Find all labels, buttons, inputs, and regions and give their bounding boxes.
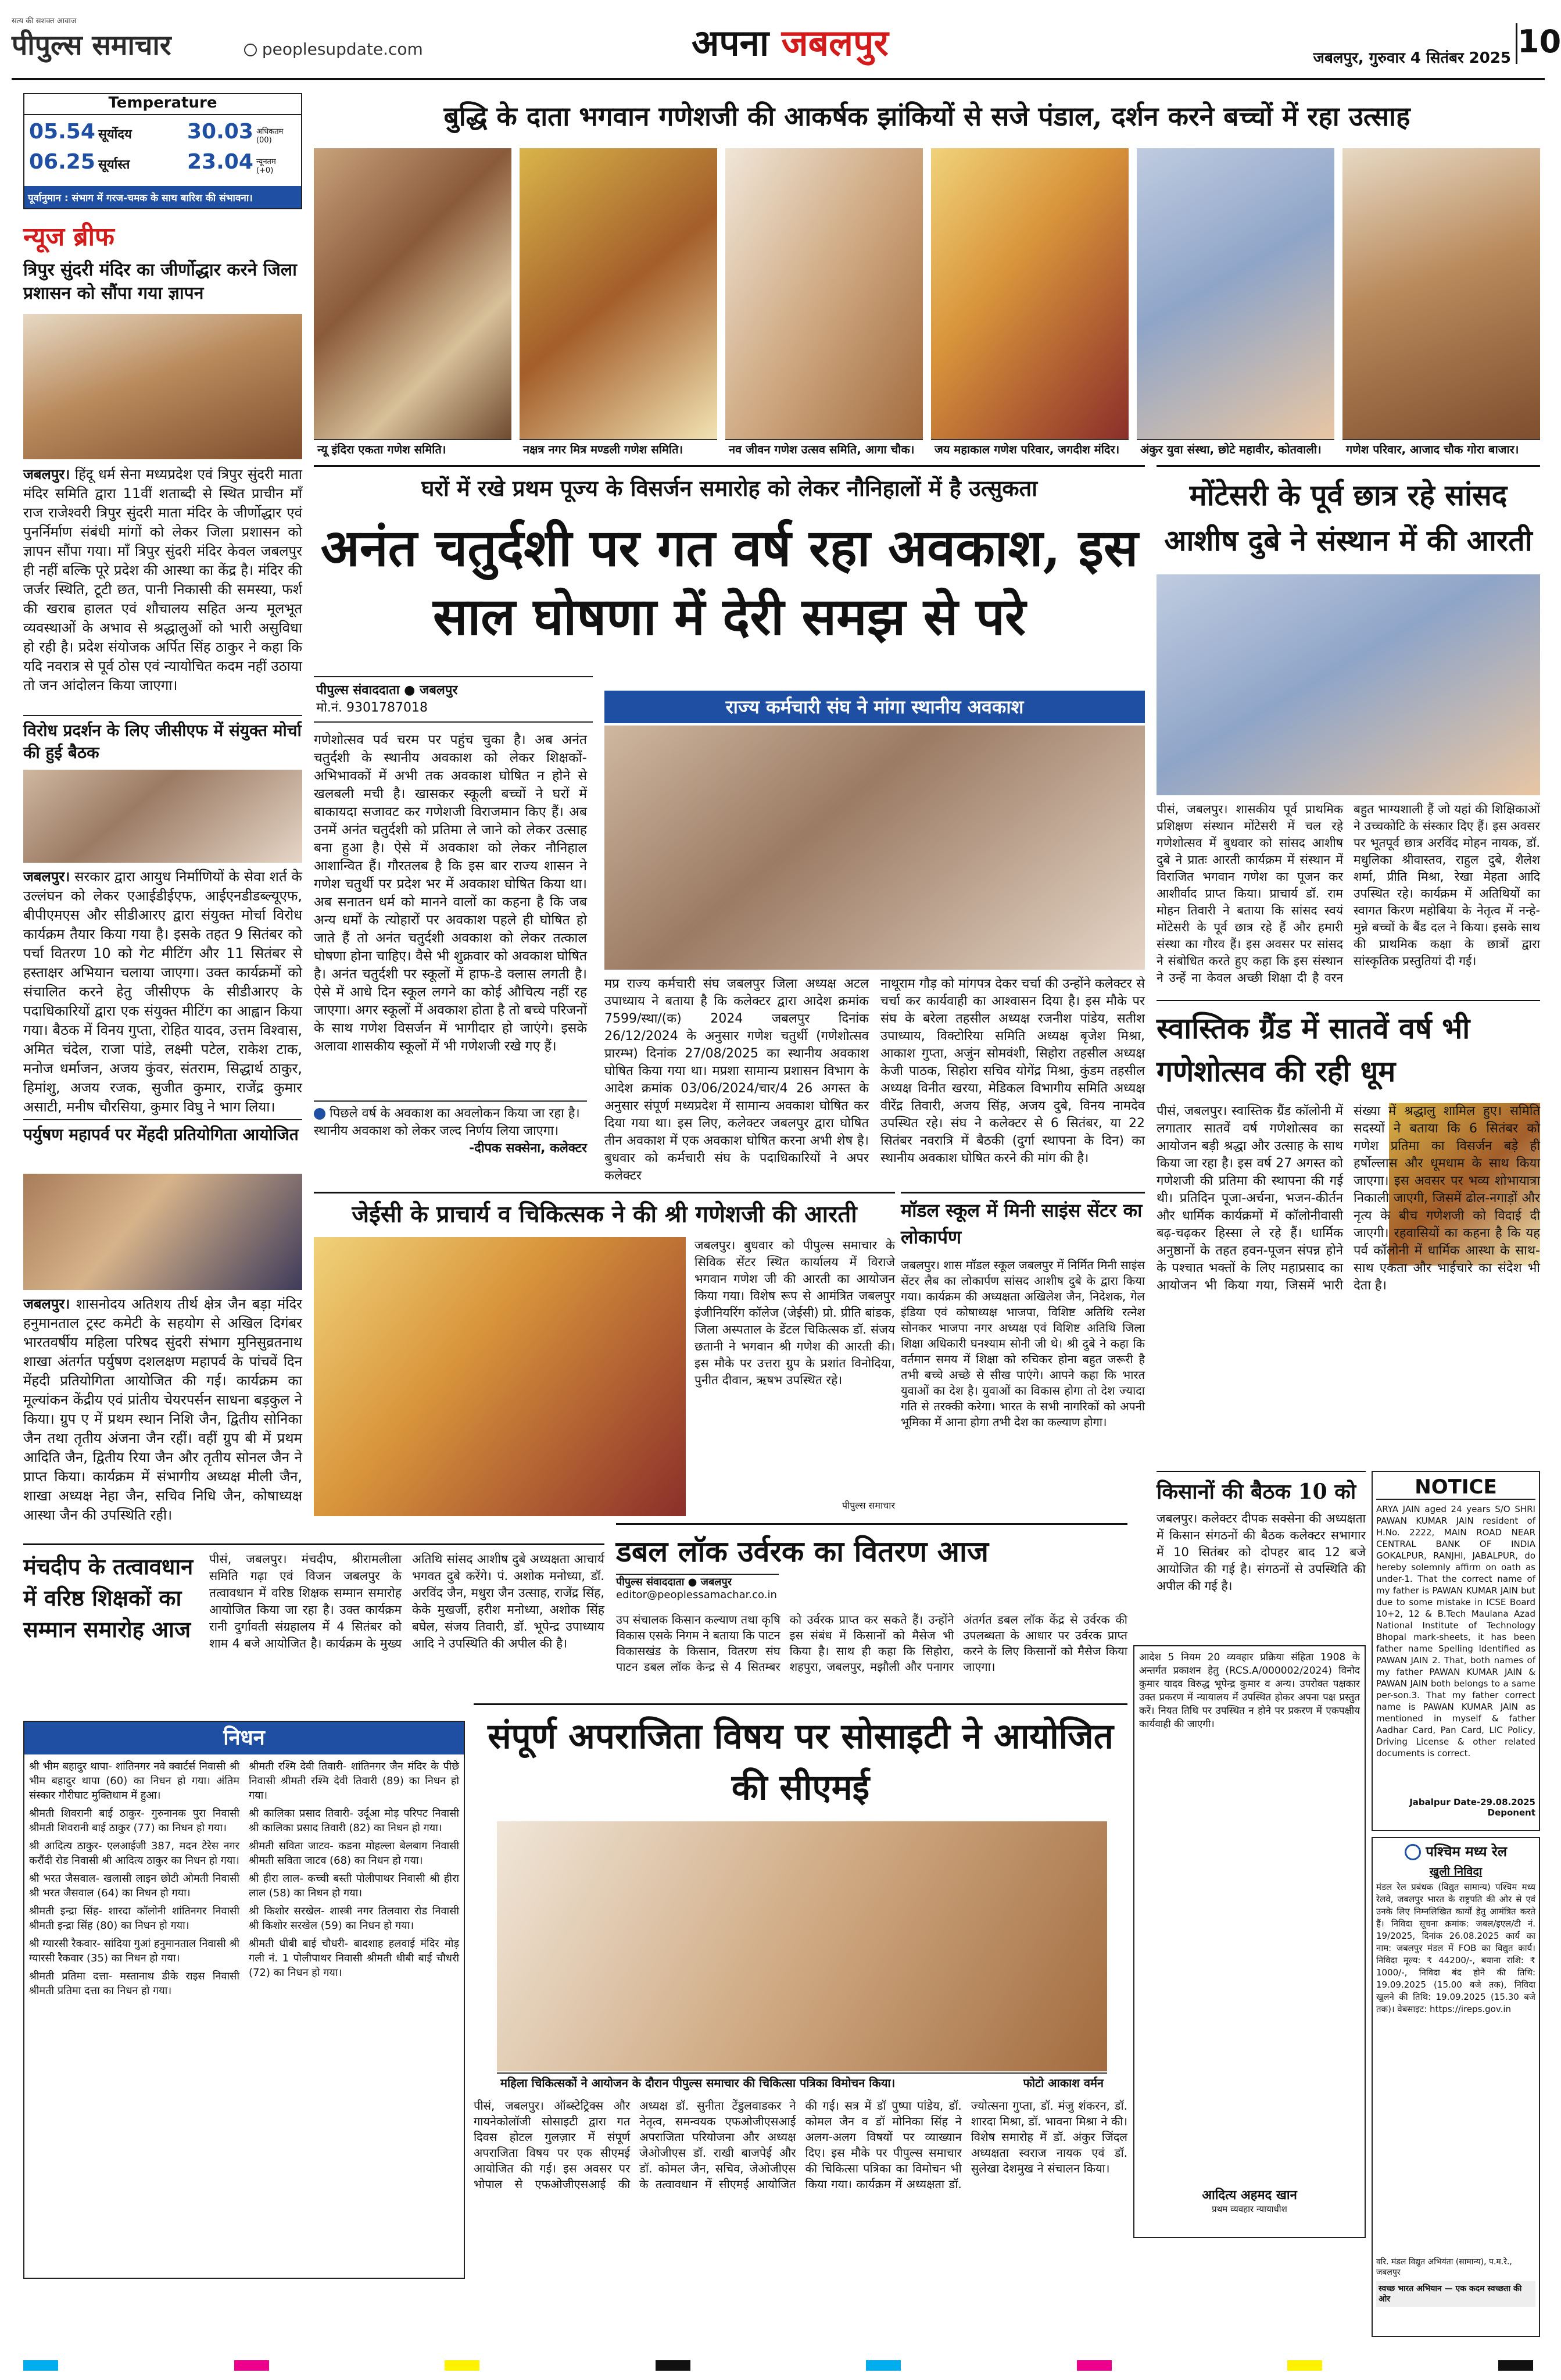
gallery-caption: न्यू इंदिरा एकता गणेश समिति। [314, 439, 511, 456]
jec-headline: जेईसी के प्राचार्य व चिकित्सक ने की श्री गणेशजी की आरती [352, 1200, 857, 1228]
main-photo-banner: राज्य कर्मचारी संघ ने मांगा स्थानीय अवकाश [604, 691, 1145, 723]
gallery-item [520, 148, 717, 456]
teachers-headline: मंचदीप के तत्वावधान में वरिष्ठ शिक्षकों का सम्मान समारोह आज [23, 1553, 194, 1642]
fertilizer-story [616, 1523, 1127, 1698]
farmers-headline: किसानों की बैठक 10 को [1157, 1480, 1356, 1504]
notice-title: NOTICE [1376, 1475, 1535, 1500]
cme-photo [497, 1821, 1107, 2071]
model-school-story [901, 1192, 1145, 1517]
cme-story [474, 1703, 1127, 2279]
main-story [314, 465, 1145, 1186]
masthead [12, 12, 1561, 80]
brief-photo [23, 1174, 302, 1290]
list-item: श्रीमती सविता जाटव- कडना मोहल्ला बेलबाग निवासी श्रीमती सविता जाटव (68) का निधन हो गया। [249, 1840, 459, 1867]
model-school-body: जबलपुर। शास मॉडल स्कूल जबलपुर में निर्मित मिनी साइंस सेंटर लैब का लोकार्पण सांसद आशीष दुबे के द्वारा किया गया। कार्यक्रम की अध्यक्षता अखिलेश जैन, निदेशक, गेल इंडिया एवं कोषाध्यक्ष भाजपा, विशिष्ट अतिथि रत्नेश सोनकर भाजपा नगर अध्यक्ष एवं विशिष्ट अतिथि जिला शिक्षा अधिकारी घनश्याम सोनी जी थे। श्री दुबे ने कहा कि वर्तमान समय में शिक्षा को रुचिकर होना बहुत जरूरी है तभी बच्चे अच्छे से सीख पाएंगे। आपने कहा कि भारत युवाओं का देश है। युवाओं का विकास होगा तो देश ज्यादा गति से तरक्की करेगा। भारत के सभी नागरिकों को अपनी भूमिका में आना होगा तभी देश का कल्याण होगा। [901, 1258, 1145, 1429]
gallery-photo [931, 148, 1129, 439]
gallery-caption: नव जीवन गणेश उत्सव समिति, आगा चौक। [725, 439, 923, 456]
gallery-item [931, 148, 1129, 456]
brief-photo [23, 770, 302, 863]
list-item: श्री हीरा लाल- कच्ची बस्ती पोलीपाथर निवासी श्री हीरा लाल (58) का निधन हो गया। [249, 1872, 459, 1899]
cme-headline: संपूर्ण अपराजिता विषय पर सोसाइटी ने आयोजित की सीएमई [488, 1716, 1114, 1808]
brief-item-1: त्रिपुर सुंदरी मंदिर का जीर्णोद्धार करने जिला प्रशासन को सौंपा गया ज्ञापन जबलपुर। हिंदू धर्म सेना मध्यप्रदेश एवं त्रिपुर सुंदरी माता मंदिर समिति द्वारा 11वीं शताब्दी से स्थित प्राचीन माँ राज राजेश्वरी त्रिपुर सुंदरी माता मंदिर के जीर्णोद्धार एवं पुनर्निर्माण संबंधी मांगों को लेकर जिला प्रशासन को ज्ञापन सौंपा गया। माँ त्रिपुर सुंदरी मंदिर केवल जबलपुर ही नहीं बल्कि पूरे प्रदेश की आस्था का केंद्र है। मंदिर की जर्जर स्थिति, टूटी छत, पानी निकासी की समस्या, फर्श की खराब हालत एवं शौचालय सहित अन्य मूलभूत व्यवस्थाओं के अभाव से श्रद्धालुओं को भारी असुविधा हो रही है। प्रदेश संयोजक अर्पित सिंह ठाकुर ने कहा कि यदि नवरात्र से पूर्व ठोस एवं न्यायोचित कदम नहीं उठाया तो जन आंदोलन किया जाएगा। [23, 260, 302, 694]
gallery-item [725, 148, 923, 456]
legal-notice [1133, 1645, 1366, 2238]
main-body-col2: मप्र राज्य कर्मचारी संघ जबलपुर जिला अध्यक्ष अटल उपाध्याय ने बताया है कि कलेक्टर द्वारा आदेश क्रमांक 7599/स्था/(क) 2024 जबलपुर दिनांक 26/12/2024 के अनुसार गणेश चतुर्थी (गणेशोत्सव प्रारम्भ) दिनांक 27/08/2025 का स्थानीय अवकाश घोषित किया गया था। मप्रशा सामान्य प्रशासन विभाग के आदेश क्रमांक 03/06/2024/चार/4 26 अगस्त के अनुसार संपूर्ण मध्यप्रदेश में सामान्य अवकाश घोषित कर दिया गया था। इस लिए, कलेक्टर जबलपुर द्वारा घोषित तीन अवकाश में एक अवकाश घोषित करना अभी शेष है। बुधवार को कर्मचारी संघ के पदाधिकारियों ने अपर कलेक्टर [604, 977, 869, 1183]
cme-photo-caption: महिला चिकित्सकों ने आयोजन के दौरान पीपुल्स समाचार की चिकित्सा पत्रिका विमोचन किया। फोटो आकाश वर्मन [497, 2072, 1107, 2091]
gallery-photo [1342, 148, 1540, 439]
list-item: श्रीमती रश्मि देवी तिवारी- शांतिनगर जैन मंदिर के पीछे निवासी श्रीमती रश्मि देवी तिवारी (89) का निधन हो गया। [249, 1760, 459, 1802]
main-body-col1: गणेशोत्सव पर्व चरम पर पहुंच चुका है। अब अनंत चतुर्दशी के स्थानीय अवकाश को लेकर शिक्षकों-अभिभावकों में अभी तक अवकाश घोषित न होने से खलबली मची है। खासकर स्कूली बच्चों ने घरों में बाकायदा सजावट कर गणेशजी विराजमान किए हैं। अब उनमें अनंत चतुर्दशी को प्रतिमा ले जाने को लेकर उत्साह बना हुआ है। ऐसे में अवकाश को लेकर नौनिहाल आशान्वित हैं। गौरतलब है कि इस बार राज्य शासन ने गणेश चतुर्थी पर प्रदेश भर में अवकाश घोषित किया था। अब सनातन धर्म को मानने वालों का कहना है कि जब अन्य धर्मों के त्योहारों पर अवकाश पहले ही घोषित हो जाते हैं तो अनंत चतुर्दशी अवकाश को लेकर तत्काल घोषणा होना चाहिए। वैसे भी शुक्रवार को अवकाश घोषित है। अनंत चतुर्दशी पर स्कूलों में हाफ-डे क्लास लगती है। ऐसे में आधे दिन स्कूल लगने का कोई औचित्य नहीं रह जाएगा। अगर स्कूलों में अवकाश होता है तो बच्चे परिजनों के साथ गणेश विसर्जन में भागीदार हो जाएंगे। इसके अलावा शासकीय स्कूलों में भी गणेशजी रखे गए हैं। [314, 732, 587, 1054]
dateline: जबलपुर, गुरुवार 4 सितंबर 2025 [1313, 49, 1511, 67]
teachers-body: पीसं, जबलपुर। मंचदीप, श्रीरामलीला समिति गढ़ा एवं विजन जबलपुर के तत्वावधान में वरिष्ठ शिक्षक सम्मान समारोह आयोजित किया जा रहा है। उक्त कार्यक्रम रानी दुर्गावती संग्रहालय में 4 सितंबर को शाम 4 बजे आयोजित है। कार्यक्रम के मुख्य अतिथि सांसद आशीष दुबे अध्यक्षता आचार्य भगवत दुबे करेंगे। पं. अशोक मनोध्या, डॉ. अरविंद जैन, मधुरा जैन उत्साह, राजेंद्र सिंह, केके मुखर्जी, हरीश मनोध्या, अशोक सिंह बघेल, संजय तिवारी, डॉ. भूपेन्द्र उपाध्याय आदि ने उपस्थिति की अपील की है। [209, 1552, 604, 1650]
model-school-headline: मॉडल स्कूल में मिनी साइंस सेंटर का लोकार्पण [901, 1199, 1143, 1248]
weather-forecast: पूर्वानुमान : संभाग में गरज-चमक के साथ बारिश की संभावना। [24, 186, 301, 208]
website-url[interactable]: peoplesupdate.com [244, 40, 453, 65]
min-temp: 23.04 [187, 150, 253, 174]
teachers-story [23, 1543, 604, 1718]
brief-item-2: विरोध प्रदर्शन के लिए जीसीएफ में संयुक्त मोर्चा की हुई बैठक जबलपुर। सरकार द्वारा आयुध निर्माणियों के सेवा शर्त के उल्लंघन को लेकर एआईडीईएफ, आईएनडीडब्ल्यूएफ, बीपीएमएस और सीडीआरए द्वारा संयुक्त मोर्चा विरोध कार्यक्रम तैयार किया गया है। इसके तहत 9 सितंबर को पर्चा वितरण 10 को गेट मीटिंग और 11 सितंबर से हस्ताक्षर अभियान चलाया जाएगा। उक्त कार्यक्रमों को संचालित करने हेतु जीसीएफ के सीडीआरए के पदाधिकारियों द्वारा एक संयुक्त मीटिंग का आह्वान किया गया। बैठक में विनय गुप्ता, रोहित यादव, उत्तम विश्वास, अमित चंदेल, राजा पांडे, लक्ष्मी पटेल, राकेश टाक, मनोज धर्माजन, अजय कुंवर, संतराम, सिद्धार्थ ठाकुर, हिमांशु, अजय रजक, सुजीत कुमार, राजेंद्र कुमार असाटी, मनीष चौरसिया, कुमार विघु ने भाग लिया। [23, 715, 302, 1116]
notice-body: ARYA JAIN aged 24 years S/O SHRI PAWAN KUMAR JAIN resident of H.No. 2222, MAIN ROAD NEAR CENTRAL BANK OF INDIA GOKALPUR, RANJHI, JABALPUR, do hereby solemnly affirm on oath as under-1. That the correct name of my father is PAWAN KUMAR JAIN but due to some mistake in ICSE Board 10+2, 12 & B.Tech Maulana Azad National Institute of Technology Bhopal mark-sheets, it has been father name Spelling Identified as PAWAN JAIN 2. That, both names of my father PAWAN KUMAR JAIN & PAWAN JAIN both belongs to a same per-son.3. That my father correct name is PAWAN KUMAR JAIN as mentioned in myself & father Aadhar Card, Pan Card, LIC Policy, Driving License & other related documents is correct. [1376, 1504, 1535, 1759]
logo-text: पीपुल्स समाचार [12, 29, 171, 62]
gallery-caption: नक्षत्र नगर मित्र मण्डली गणेश समिति। [520, 439, 717, 456]
railway-slogan: स्वच्छ भारत अभियान — एक कदम स्वच्छता की ओर [1376, 2281, 1535, 2307]
list-item: श्री भीम बहादुर थापा- शांतिनगर नवे क्वार्टर्स निवासी श्री भीम बहादुर थापा (60) का निधन हो गया। अंतिम संस्कार गौरीघाट मुक्तिधाम में हुआ। [29, 1760, 239, 1802]
railway-tender [1372, 1837, 1540, 2337]
gallery-item [314, 148, 511, 456]
list-item: श्री भरत जैसवाल- खलासी लाइन छोटी ओमती निवासी श्री भरत जैसवाल (64) का निधन हो गया। [29, 1872, 239, 1899]
main-photo [604, 726, 1145, 970]
railway-code: वरि. मंडल विद्युत अभियंता (सामान्य), प.म.रे., जबलपुर [1376, 2257, 1512, 2277]
fertilizer-body: उप संचालक किसान कल्याण तथा कृषि विकास एसके निगम ने बताया कि पाटन विकासखंड के किसान, वितरण संघ पाटन डबल लॉक केन्द्र से 4 सितम्बर को उर्वरक प्राप्त कर सकते हैं। उन्होंने इस संबंध में किसानों को मैसेज भी किया है। साथ ही कहा कि सिहोरा, शहपुरा, जबलपुर, मझौली और पनागर अंतर्गत डबल लॉक केंद्र से उर्वरक की उपलब्धता के आधार पर उर्वरक प्राप्त करने के लिए किसानों को मैसेज किया जाएगा। [616, 1613, 1127, 1674]
notice-date: Jabalpur Date-29.08.2025 [1409, 1797, 1535, 1807]
brief-headline: विरोध प्रदर्शन के लिए जीसीएफ में संयुक्त मोर्चा की हुई बैठक [23, 721, 302, 762]
brief-headline: पर्युषण महापर्व पर मेंहदी प्रतियोगिता आयोजित [23, 1125, 299, 1144]
legal-signature: आदित्य अहमद खान [1202, 2188, 1297, 2203]
gallery-photo [314, 148, 511, 439]
main-kicker: घरों में रखे प्रथम पूज्य के विसर्जन समारोह को लेकर नौनिहालों में है उत्सुकता [421, 475, 1038, 501]
globe-icon [244, 44, 257, 56]
list-item: श्री किशोर सरखेल- शास्त्री नगर तिलवारा रोड निवासी श्री किशोर सरखेल (59) का निधन हो गया। [249, 1905, 459, 1932]
montessori-story [1157, 465, 1540, 994]
gallery-item [1342, 148, 1540, 456]
jec-story [314, 1192, 895, 1517]
section-title: अपना जबलपुर [692, 22, 889, 64]
gallery-caption: गणेश परिवार, आजाद चौक गोरा बाजार। [1342, 439, 1540, 456]
sunrise-time: 05.54 [29, 120, 95, 144]
cme-body: पीसं, जबलपुर। ऑब्स्टेट्रिक्स और गायनेकोलॉजी सोसाइटी द्वारा गत दिवस होटल गुलज़ार में संपूर्ण अपराजिता विषय पर एक सीएमई आयोजित की गई। इस अवसर पर भोपाल से एफओजीएसआई की अध्यक्ष डॉ. सुनीता टेंडुलवाडकर ने नेतृत्व, समन्वयक एफओजीएसआई अपराजिता परियोजना और अध्यक्ष जेओजीएस डॉ. राखी बाजपेई और डॉ. कोमल जैन, सचिव, जेओजीएस के तत्वावधान में सीएमई आयोजित की गई। सत्र में डॉ पुष्पा पांडेय, डॉ. कोमल जैन व डॉ मोनिका सिंह ने अलग-अलग विषयों पर व्याख्यान दिए। इस मौके पर पीपुल्स समाचार की चिकित्सा पत्रिका का विमोचन भी किया गया। कार्यक्रम में अध्यक्षता डॉ. ज्योत्सना गुप्ता, डॉ. मंजु शंकरन, डॉ. शारदा मिश्रा, डॉ. भावना मिश्रा ने की। विशेष समारोह में डॉ. अंकुर जिंदल अध्यक्षता स्वराज नायक एवं डॉ. सुलेखा देशमुख ने संचालन किया। [474, 2099, 1127, 2191]
list-item: श्रीमती इन्द्रा सिंह- शारदा कॉलोनी शांतिनगर निवासी श्रीमती इन्द्रा सिंह (80) का निधन हो गया। [29, 1905, 239, 1932]
gallery-item [1137, 148, 1334, 456]
gallery-headline: बुद्धि के दाता भगवान गणेशजी की आकर्षक झांकियों से सजे पंडाल, दर्शन करने बच्चों में रहा उत्साह [443, 101, 1410, 132]
montessori-body: पीसं, जबलपुर। शासकीय पूर्व प्राथमिक प्रशिक्षण संस्थान मोंटेसरी में चल रहे गणेशोत्सव में बुधवार को सांसद आशीष दुबे ने प्रातः आरती कार्यक्रम में संस्थान में विराजित भगवान गणेश का पूजन कर आशीर्वाद प्राप्त किया। प्राचार्य डॉ. राम मोहन तिवारी ने बताया कि सांसद स्वयं मोंटेसरी के पूर्व छात्र रहे हैं और हमारी संस्था का गौरव हैं। इस अवसर पर सांसद ने संबोधित करते हुए कहा कि इस संस्थान ने उन्हें ना केवल अच्छी शिक्षा दी है वरन बहुत भाग्यशाली हैं जो यहां की शिक्षिकाओं ने उच्चकोटि के संस्कार दिए हैं। इस अवसर पर भूतपूर्व छात्र अरविंद मोहन नायक, डॉ. मधुलिका श्रीवास्तव, राहुल दुबे, शैलेश शर्मा, प्रीति मिश्रा, रेखा मेहता आदि उपस्थित रहे। कार्यक्रम में अतिथियों का स्वागत किरण महोबिया के नेतृत्व में नन्हे-मुन्ने बच्चों के बैंड दल ने किया। इसके साथ की प्राथमिक कक्षा के छात्रों द्वारा सांस्कृतिक प्रस्तुतियां दी गई। [1157, 802, 1540, 985]
railway-logo-icon [1405, 1844, 1421, 1860]
main-byline: पीपुल्स संवाददाता ● जबलपुर मो.नं. 9301787018 [314, 676, 593, 723]
swastik-story [1157, 1000, 1540, 1465]
montessori-headline: मोंटेसरी के पूर्व छात्र रहे सांसद आशीष दुबे ने संस्थान में की आरती [1164, 478, 1533, 558]
list-item: श्री आदित्य ठाकुर- एलआईजी 387, मदन टेरेस नगर करौंदी रोड निवासी श्री आदित्य ठाकुर का निधन हो गया। [29, 1840, 239, 1867]
farmers-body: जबलपुर। कलेक्टर दीपक सक्सेना की अध्यक्षता में किसान संगठनों की बैठक कलेक्टर सभागार में 10 सितंबर को दोपहर बाद 12 बजे आयोजित की गई है। संगठनों से उपस्थिति की अपील की गई है। [1157, 1511, 1366, 1593]
brief-headline: त्रिपुर सुंदरी मंदिर का जीर्णोद्धार करने जिला प्रशासन को सौंपा गया ज्ञापन [23, 260, 297, 303]
quote-icon [314, 1108, 325, 1120]
page-number: 10 [1516, 23, 1545, 64]
railway-body: मंडल रेल प्रबंधक (विद्युत सामान्य) पश्चिम मध्य रेलवे, जबलपुर भारत के राष्ट्रपति की ओर से एवं उनके लिए निम्नलिखित कार्यों हेतु आमंत्रित करते हैं। निविदा सूचना क्रमांक: जबल/इएल/टी नं. 19/2025, दिनांक 26.08.2025 कार्य का नाम: जबलपुर मंडल में FOB का विद्युत कार्य। निविदा मूल्य: ₹ 44200/-, बयाना राशि: ₹ 1000/-, निविदा बंद होने की तिथि: 19.09.2025 (15.00 बजे तक), निविदा खुलने की तिथि: 19.09.2025 (15.30 बजे तक)। वेबसाइट: https://ireps.gov.in [1376, 1882, 1535, 2014]
weather-box: Temperature 05.54 सूर्योदय 06.25 सूर्यास्त 30.03 अधिकतम (00) 23.04 न्यूनतम (+0) पूर्वानुमान : संभाग में गरज-चमक के साथ बारिश की संभावना। [23, 93, 302, 209]
notice-box [1372, 1471, 1540, 1831]
nidhan-list [24, 1754, 464, 2275]
gallery-row [314, 148, 1540, 456]
news-brief-label: न्यूज ब्रीफ [23, 222, 114, 252]
legal-body: आदेश 5 नियम 20 व्यवहार प्रक्रिया संहिता 1908 के अन्तर्गत प्रकाशन हेतु (RCS.A/000002/2024) विनोद कुमार यादव विरुद्ध भूपेन्द्र कुमार व अन्य। उपरोक्त पक्षकार उक्त प्रकरण में न्यायालय में उपस्थित होकर अपना पक्ष प्रस्तुत करें। नियत तिथि पर उपस्थित न होने पर प्रकरण में एकपक्षीय कार्यवाही की जाएगी। [1139, 1652, 1360, 1730]
railway-title: पश्चिम मध्य रेल [1376, 1842, 1535, 1861]
sunrise-label: सूर्योदय [98, 127, 132, 142]
list-item: श्रीमती शिवरानी बाई ठाकुर- गुरुनानक पुरा निवासी श्रीमती शिवरानी बाई ठाकुर (77) का निधन हो गया। [29, 1807, 239, 1834]
fertilizer-byline: पीपुल्स संवाददाता ● जबलपुर editor@peoplessamachar.co.in [616, 1574, 779, 1609]
swastik-body: पीसं, जबलपुर। स्वास्तिक ग्रैंड कॉलोनी में लगातार सातवें वर्ष गणेशोत्सव का आयोजन बड़ी श्रद्धा और उत्साह के साथ किया जा रहा है। इस वर्ष 27 अगस्त को गणेशजी की प्रतिमा की स्थापना की गई थी। प्रतिदिन पूजा-अर्चना, भजन-कीर्तन और धार्मिक कार्यक्रमों में कॉलोनीवासी बढ़-चढ़कर हिस्सा ले रहे हैं। धार्मिक अनुष्ठानों के तहत हवन-पूजन संपन्न होने के पश्चात भक्तों के लिए महाप्रसाद का आयोजन भी किया गया, जिसमें भारी संख्या में श्रद्धालु शामिल हुए। समिति सदस्यों ने बताया कि 6 सितंबर को गणेश प्रतिमा का विसर्जन बड़े ही हर्षोल्लास और धूमधाम के साथ किया जाएगा। इस अवसर पर भव्य शोभायात्रा निकाली जाएगी, जिसमें ढोल-नगाड़ों और नृत्य के बीच गणेशजी को विदाई दी जाएगी। रहवासियों का कहना है कि यह पर्व कॉलोनी में धार्मिक आस्था के साथ-साथ एकता और भाईचारे का संदेश भी देता है। [1157, 1104, 1540, 1293]
list-item: श्रीमती प्रतिमा दत्ता- मस्तानाथ डीके राइस निवासी श्रीमती प्रतिमा दत्ता का निधन हो गया। [29, 1970, 239, 1997]
sunset-label: सूर्यास्त [98, 158, 130, 172]
nidhan-title: निधन [24, 1722, 464, 1754]
gallery-photo [1137, 148, 1334, 439]
gallery-caption: अंकुर युवा संस्था, छोटे महावीर, कोतवाली। [1137, 439, 1334, 456]
weather-title: Temperature [24, 94, 301, 115]
list-item: श्री कालिका प्रसाद तिवारी- उर्दूआ मोड़ परिपट निवासी श्री कालिका प्रसाद तिवारी (82) का निधन हो गया। [249, 1807, 459, 1834]
jec-credit: पीपुल्स समाचार [842, 1500, 895, 1511]
brief-photo [23, 314, 302, 459]
print-color-bar [0, 2360, 1556, 2374]
main-body-col3: नाथूराम गौड़ को मांगपत्र देकर चर्चा की उन्होंने कलेक्टर से चर्चा कर कार्यवाही का आश्वासन दिया है। इस मौके पर संघ के बरेला तहसील अध्यक्ष रजनीश पांडेय, सतीश उपाध्याय, विक्टोरिया समिति अध्यक्ष बृजेश मिश्रा, आकाश गुप्ता, अजुंन सोमवंशी, सिहोरा तहसील अध्यक्ष केजी पाठक, सिहोरा सचिव योगेंद्र मिश्रा, कुंडम तहसील अध्यक्ष विनीत खरया, मेडिकल विभागीय समिति अध्यक्ष वीरेंद्र तिवारी, अजय सिंह, अजय दुबे, विनय नामदेव उपस्थित रहे। संघ ने कलेक्टर से 6 सितंबर, या 22 सितंबर नवरात्रि में बैठकी (दुर्गा स्थापना के दिन) का स्थानीय अवकाश घोषित करने की मांग की है। [880, 977, 1145, 1166]
jec-body: जबलपुर। बुधवार को पीपुल्स समाचार के सिविक सेंटर स्थित कार्यालय में विराजे भगवान गणेश जी की आरती का आयोजन किया गया। विशेष रूप से आमंत्रित जबलपुर इंजीनियरिंग कॉलेज (जेईसी) प्रो. प्रीति बांडक, जिला अस्पताल के डेंटल चिकित्सक डॉ. संजय छतानी ने भगवान श्री गणेश की आरती की। इस मौके पर उत्तरा ग्रुप के प्रशांत विनोदिया, पुनीत दीवान, ऋषभ उपस्थित रहे। [694, 1238, 895, 1387]
railway-subtitle: खुली निविदा [1429, 1864, 1483, 1878]
main-headline: अनंत चतुर्दशी पर गत वर्ष रहा अवकाश, इस साल घोषणा में देरी समझ से परे [320, 517, 1138, 646]
montessori-photo [1157, 574, 1540, 795]
gallery-photo [725, 148, 923, 439]
swastik-headline: स्वास्तिक ग्रैंड में सातवें वर्ष भी गणेशोत्सव की रही धूम [1157, 1011, 1470, 1088]
gallery-caption: जय महाकाल गणेश परिवार, जगदीश मंदिर। [931, 439, 1129, 456]
legal-court: प्रथम व्यवहार न्यायाधीश [1212, 2204, 1287, 2214]
jec-photo [314, 1237, 686, 1516]
gallery-photo [520, 148, 717, 439]
list-item: श्री ग्यारसी रैकवार- सांदिया गुआं हनुमानताल निवासी श्री ग्यारसी रैकवार (35) का निधन हो गया। [29, 1938, 239, 1964]
fertilizer-headline: डबल लॉक उर्वरक का वितरण आज [616, 1534, 989, 1568]
nidhan-box [23, 1721, 465, 2279]
notice-signature: Deponent [1487, 1807, 1535, 1818]
max-temp: 30.03 [187, 120, 253, 144]
brief-item-3: पर्युषण महापर्व पर मेंहदी प्रतियोगिता आयोजित जबलपुर। शासनोदय अतिशय तीर्थ क्षेत्र जैन बड़ा मंदिर हनुमानताल ट्रस्ट कमेटी के सहयोग से अखिल दिगंबर भारतवर्षीय महिला परिषद सुंदरी संभाग मुनिसुव्रतनाथ शाखा अंतर्गत पर्युषण दशलक्षण महापर्व के पांचवें दिन मेंहदी प्रतियोगिता आयोजित की गई। कार्यक्रम का मूल्यांकन केंद्रीय एवं प्रांतीय चेयरपर्सन साधना बड़कुल ने किया। ग्रुप ए में प्रथम स्थान निशि जैन, द्वितीय सोनिका जैन तथा तृतीय अंजना जैन रहीं। वहीं ग्रुप बी में प्रथम आदिति जैन, द्वितीय रिया जैन और तृतीय सोनल जैन ने प्राप्त किया। कार्यक्रम में संभागीय अध्यक्ष मीली जैन, शाखा अध्यक्ष नेहा जैन, सचिव निधि जैन, कोषाध्यक्ष आस्था जैन की उपस्थिति रही। [23, 1119, 302, 1538]
list-item: श्रीमती धीबी बाई चौधरी- बादशाह हलवाई मंदिर मोड़ गली नं. 1 पोलीपाथर निवासी श्रीमती धीबी बाई चौधरी (72) का निधन हो गया। [249, 1938, 459, 1979]
masthead-logo [12, 15, 232, 67]
logo-sub: सत्य की सशक्त आवाज [12, 17, 77, 26]
main-quote: पिछले वर्ष के अवकाश का अवलोकन किया जा रहा है। स्थानीय अवकाश को लेकर जल्द निर्णय लिया जाएगा। -दीपक सक्सेना, कलेक्टर [314, 1100, 587, 1182]
farmers-story [1157, 1471, 1366, 1639]
sunset-time: 06.25 [29, 150, 95, 174]
